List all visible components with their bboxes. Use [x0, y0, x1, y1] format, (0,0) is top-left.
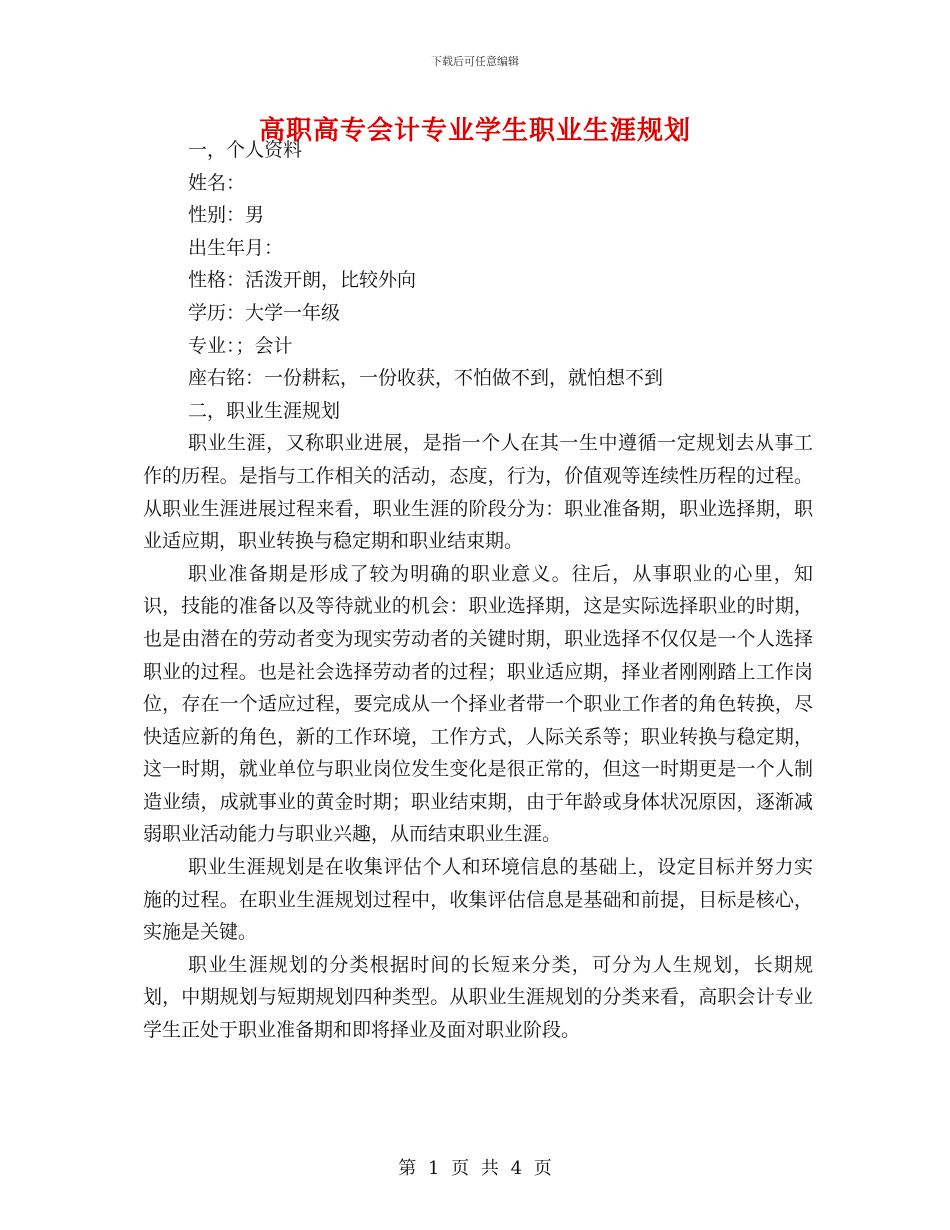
page-header-note: 下载后可任意编辑 [431, 55, 519, 68]
info-name: 姓名： [188, 171, 246, 194]
document-body [143, 134, 813, 1047]
section-heading-career-planning: 二，职业生涯规划 [188, 399, 341, 422]
paragraph: 职业生涯规划是在收集评估个人和环境信息的基础上，设定目标并努力实施的过程。在职业生涯规划过程中，收集评估信息是基础和前提，目标是核心，实施是关键。 [143, 856, 813, 944]
paragraph: 职业生涯，又称职业进展，是指一个人在其一生中遵循一定规划去从事工作的历程。是指与工作相关的活动，态度，行为，价值观等连续性历程的过程。从职业生涯进展过程来看，职业生涯的阶段分为：职业准备期，职业选择期，职业适应期，职业转换与稳定期和职业结束期。 [143, 432, 813, 553]
info-personality: 性格：活泼开朗，比较外向 [188, 269, 417, 292]
document-title: 高职高专会计专业学生职业生涯规划 [258, 116, 691, 146]
info-education: 学历：大学一年级 [188, 301, 341, 324]
paragraph: 职业准备期是形成了较为明确的职业意义。往后，从事职业的心里，知识，技能的准备以及等待就业的机会：职业选择期，这是实际选择职业的时期，也是由潜在的劳动者变为现实劳动者的关键时期，职业选择不仅仅是一个人选择职业的过程。也是社会选择劳动者的过程；职业适应期，择业者刚刚踏上工作岗位，存在一个适应过程，要完成从一个择业者带一个职业工作者的角色转换，尽快适应新的角色，新的工作环境，工作方式，人际关系等；职业转换与稳定期，这一时期，就业单位与职业岗位发生变化是很正常的，但这一时期更是一个人制造业绩，成就事业的黄金时期；职业结束期，由于年龄或身体状况原因，逐渐减弱职业活动能力与职业兴趣，从而结束职业生涯。 [143, 562, 813, 846]
info-major: 专业：；会计 [188, 334, 293, 357]
section-heading-personal-info: 一，个人资料 [188, 139, 303, 161]
info-birth: 出生年月： [188, 236, 284, 259]
page-number-footer: 第 1 页 共 4 页 [398, 1158, 552, 1179]
paragraph: 职业生涯规划的分类根据时间的长短来分类，可分为人生规划，长期规划，中期规划与短期规划四种类型。从职业生涯规划的分类来看，高职会计专业学生正处于职业准备期和即将择业及面对职业阶段。 [143, 953, 813, 1042]
info-motto: 座右铭：一份耕耘，一份收获，不怕做不到，就怕想不到 [188, 367, 664, 390]
info-gender: 性别：男 [188, 204, 265, 227]
